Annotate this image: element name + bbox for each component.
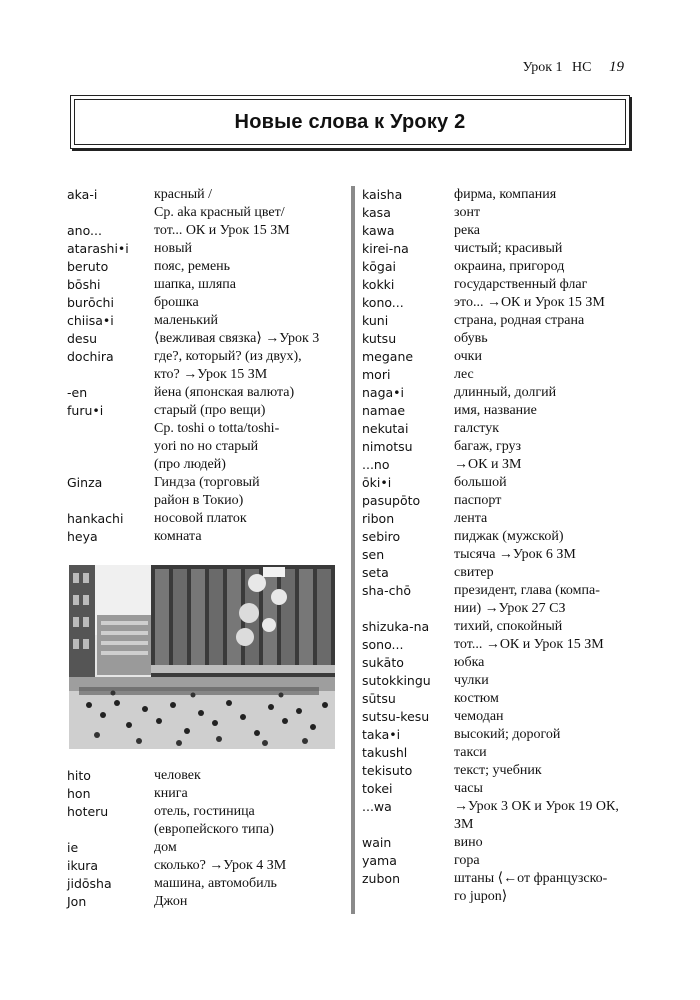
- vocab-entry: [67, 222, 349, 240]
- vocab-term: naga•i: [362, 385, 405, 400]
- vocab-entry: [67, 857, 349, 875]
- vocab-entry: [67, 785, 349, 803]
- vocab-term: Ginza: [67, 475, 103, 490]
- vocab-entry: [362, 366, 634, 384]
- vocab-gloss: пиджак (мужской): [454, 529, 564, 544]
- vocab-term: sha-chō: [362, 583, 412, 598]
- vocab-term: hito: [67, 768, 91, 783]
- vocab-term: aka-i: [67, 187, 98, 202]
- vocab-term: sukāto: [362, 655, 404, 670]
- vocab-term: hoteru: [67, 804, 109, 819]
- vocab-entry: [67, 510, 349, 528]
- vocab-gloss: река: [454, 223, 481, 238]
- vocab-entry: [362, 474, 634, 492]
- vocab-gloss: чемодан: [454, 709, 504, 724]
- vocab-term: burōchi: [67, 295, 114, 310]
- vocab-entry: [362, 402, 634, 420]
- title-box: [70, 95, 630, 149]
- vocab-gloss: машина, автомобиль: [154, 876, 277, 891]
- vocab-entry: [362, 654, 634, 672]
- page-number: 19: [609, 59, 624, 75]
- vocab-gloss: очки: [454, 349, 482, 364]
- vocab-list-left-bottom: [67, 767, 349, 911]
- vocab-gloss: лента: [454, 511, 488, 526]
- vocab-term: furu•i: [67, 403, 104, 418]
- vocab-gloss: тысяча →Урок 6 ЗМ: [454, 547, 576, 562]
- vocab-term: mori: [362, 367, 391, 382]
- vocab-gloss: старый (про вещи) Ср. toshi o totta/toshi- yori no но старый (про людей): [154, 403, 280, 472]
- vocab-gloss: гора: [454, 853, 480, 868]
- vocab-term: [67, 204, 154, 222]
- vocab-entry: [362, 222, 634, 240]
- vocab-entry: [67, 294, 349, 312]
- vocab-entry: [67, 186, 349, 204]
- vocab-gloss: паспорт: [454, 493, 502, 508]
- column-divider: [351, 186, 355, 914]
- vocab-entry: [67, 893, 349, 911]
- vocab-term: sono...: [362, 637, 404, 652]
- vocab-term: bōshi: [67, 277, 101, 292]
- vocab-entry: [362, 204, 634, 222]
- vocab-term: nekutai: [362, 421, 409, 436]
- vocab-term: kuni: [362, 313, 389, 328]
- vocab-gloss: красный /: [154, 187, 213, 202]
- vocab-gloss: багаж, груз: [454, 439, 522, 454]
- vocab-gloss: книга: [154, 786, 188, 801]
- vocab-entry: [67, 839, 349, 857]
- vocab-gloss: дом: [154, 840, 177, 855]
- vocab-term: ōki•i: [362, 475, 392, 490]
- vocab-gloss: сколько? →Урок 4 ЗМ: [154, 858, 287, 873]
- vocab-term: heya: [67, 529, 98, 544]
- vocab-gloss: брошка: [154, 295, 199, 310]
- vocab-list-left-top: [67, 186, 349, 546]
- vocab-entry: [67, 528, 349, 546]
- vocab-entry: [362, 690, 634, 708]
- vocab-entry: [362, 726, 634, 744]
- vocab-gloss: это... →ОК и Урок 15 ЗМ: [454, 295, 605, 310]
- vocab-gloss: Джон: [154, 894, 188, 909]
- vocab-term: ano...: [67, 223, 102, 238]
- vocab-gloss: тот... →ОК и Урок 15 ЗМ: [454, 637, 604, 652]
- vocab-term: kirei-na: [362, 241, 409, 256]
- vocab-gloss: галстук: [454, 421, 500, 436]
- vocab-list-right: [362, 186, 634, 906]
- vocab-entry: [67, 474, 349, 510]
- running-head-section: НС: [572, 60, 592, 75]
- vocab-entry: [362, 528, 634, 546]
- vocab-term: sutsu-kesu: [362, 709, 430, 724]
- vocab-gloss: отель, гостиница (европейского типа): [154, 804, 274, 837]
- vocab-entry: [362, 456, 634, 474]
- vocab-gloss: новый: [154, 241, 193, 256]
- vocab-gloss: большой: [454, 475, 507, 490]
- vocab-entry: [362, 744, 634, 762]
- vocab-entry: [67, 258, 349, 276]
- vocab-gloss: йена (японская валюта): [154, 385, 295, 400]
- vocab-entry: [67, 875, 349, 893]
- vocab-term: megane: [362, 349, 414, 364]
- vocab-term: kutsu: [362, 331, 397, 346]
- vocab-gloss: зонт: [454, 205, 481, 220]
- vocab-entry: [362, 564, 634, 582]
- vocab-gloss: ⟨вежливая связка⟩ →Урок 3: [154, 331, 320, 346]
- vocab-term: namae: [362, 403, 406, 418]
- ginza-street-photo: [69, 565, 335, 749]
- vocab-entry: [67, 803, 349, 839]
- running-head-lesson: Урок 1: [522, 60, 563, 75]
- vocab-term: tokei: [362, 781, 393, 796]
- vocab-gloss: чистый; красивый: [454, 241, 563, 256]
- vocab-entry: [67, 312, 349, 330]
- vocab-gloss: костюм: [454, 691, 499, 706]
- vocab-term: beruto: [67, 259, 109, 274]
- vocab-entry: [362, 420, 634, 438]
- vocab-term: shizuka-na: [362, 619, 430, 634]
- vocab-term: zubon: [362, 871, 400, 886]
- vocab-gloss: текст; учебник: [454, 763, 542, 778]
- vocab-entry: [362, 294, 634, 312]
- vocab-entry: [362, 582, 634, 618]
- vocab-gloss: окраина, пригород: [454, 259, 565, 274]
- vocab-gloss: тот... ОК и Урок 15 ЗМ: [154, 223, 290, 238]
- vocab-gloss: такси: [454, 745, 487, 760]
- vocab-gloss: человек: [154, 768, 201, 783]
- vocab-entry: [67, 276, 349, 294]
- vocab-term: kasa: [362, 205, 391, 220]
- vocab-entry: [67, 767, 349, 785]
- vocab-term: pasupōto: [362, 493, 421, 508]
- vocab-entry: [67, 384, 349, 402]
- vocab-entry: [362, 870, 634, 906]
- vocab-term: seta: [362, 565, 389, 580]
- vocab-term: nimotsu: [362, 439, 413, 454]
- vocab-gloss: государственный флаг: [454, 277, 588, 292]
- vocab-term: sen: [362, 547, 385, 562]
- vocab-gloss: страна, родная страна: [454, 313, 585, 328]
- vocab-term: ikura: [67, 858, 99, 873]
- vocab-term: tekisuto: [362, 763, 413, 778]
- vocab-gloss: длинный, долгий: [454, 385, 557, 400]
- vocab-gloss: свитер: [454, 565, 494, 580]
- vocab-term: kawa: [362, 223, 395, 238]
- vocab-entry: [362, 384, 634, 402]
- vocab-gloss: маленький: [154, 313, 218, 328]
- vocab-term: takushl: [362, 745, 408, 760]
- vocab-term: hankachi: [67, 511, 124, 526]
- vocab-gloss: часы: [454, 781, 483, 796]
- vocab-gloss: юбка: [454, 655, 485, 670]
- vocab-term: -en: [67, 385, 88, 400]
- vocab-gloss: Ср. aka красный цвет/: [154, 205, 285, 220]
- vocab-term: desu: [67, 331, 98, 346]
- vocab-term: ie: [67, 840, 79, 855]
- vocab-entry: [362, 852, 634, 870]
- vocab-term: ...no: [362, 457, 390, 472]
- vocab-term: sebiro: [362, 529, 401, 544]
- vocab-term: wain: [362, 835, 392, 850]
- vocab-entry: [362, 330, 634, 348]
- vocab-term: Jon: [67, 894, 87, 909]
- vocab-term: ribon: [362, 511, 395, 526]
- page-title: Новые слова к Уроку 2: [234, 110, 466, 133]
- vocab-term: taka•i: [362, 727, 401, 742]
- vocab-entry: [362, 510, 634, 528]
- vocab-entry: [362, 348, 634, 366]
- vocab-gloss: где?, который? (из двух), кто? →Урок 15 ЗМ: [154, 349, 302, 382]
- vocab-gloss: штаны ⟨←от французско- го jupon⟩: [454, 871, 608, 904]
- vocab-gloss: →ОК и ЗМ: [454, 457, 522, 472]
- vocab-gloss: пояс, ремень: [154, 259, 231, 274]
- vocab-entry: [67, 348, 349, 384]
- vocab-gloss: имя, название: [454, 403, 537, 418]
- vocab-gloss: тихий, спокойный: [454, 619, 563, 634]
- vocab-term: sūtsu: [362, 691, 396, 706]
- vocab-term: dochira: [67, 349, 114, 364]
- vocab-gloss: чулки: [454, 673, 489, 688]
- vocab-entry: [362, 186, 634, 204]
- vocab-gloss: высокий; дорогой: [454, 727, 561, 742]
- vocab-gloss: носовой платок: [154, 511, 247, 526]
- vocab-term: kaisha: [362, 187, 403, 202]
- vocab-entry: [67, 204, 349, 222]
- vocab-gloss: вино: [454, 835, 483, 850]
- vocab-term: jidōsha: [67, 876, 112, 891]
- vocab-entry: [362, 276, 634, 294]
- vocab-entry: [362, 672, 634, 690]
- vocab-gloss: фирма, компания: [454, 187, 557, 202]
- vocab-entry: [362, 834, 634, 852]
- vocab-entry: [362, 708, 634, 726]
- vocab-term: chiisa•i: [67, 313, 114, 328]
- vocab-entry: [362, 258, 634, 276]
- vocab-term: kono...: [362, 295, 404, 310]
- vocab-term: ...wa: [362, 799, 392, 814]
- vocab-gloss: президент, глава (компа- нии) →Урок 27 СЗ: [454, 583, 600, 616]
- vocab-entry: [362, 240, 634, 258]
- running-head: [523, 59, 624, 76]
- vocab-entry: [67, 402, 349, 474]
- vocab-entry: [362, 762, 634, 780]
- vocab-entry: [362, 798, 634, 834]
- vocab-entry: [362, 312, 634, 330]
- vocab-term: kokki: [362, 277, 395, 292]
- vocab-entry: [362, 618, 634, 636]
- vocab-entry: [362, 546, 634, 564]
- vocab-entry: [362, 780, 634, 798]
- vocab-term: atarashi•i: [67, 241, 129, 256]
- vocab-entry: [362, 492, 634, 510]
- vocab-gloss: лес: [454, 367, 474, 382]
- vocab-term: yama: [362, 853, 397, 868]
- vocab-entry: [67, 330, 349, 348]
- vocab-gloss: →Урок 3 ОК и Урок 19 ОК, ЗМ: [454, 799, 619, 832]
- vocab-gloss: комната: [154, 529, 202, 544]
- vocab-gloss: Гиндза (торговый район в Токио): [154, 475, 260, 508]
- vocab-entry: [67, 240, 349, 258]
- vocab-entry: [362, 636, 634, 654]
- vocab-entry: [362, 438, 634, 456]
- vocab-term: kōgai: [362, 259, 396, 274]
- vocab-gloss: шапка, шляпа: [154, 277, 237, 292]
- vocab-term: hon: [67, 786, 91, 801]
- vocab-term: sutokkingu: [362, 673, 431, 688]
- vocab-gloss: обувь: [454, 331, 488, 346]
